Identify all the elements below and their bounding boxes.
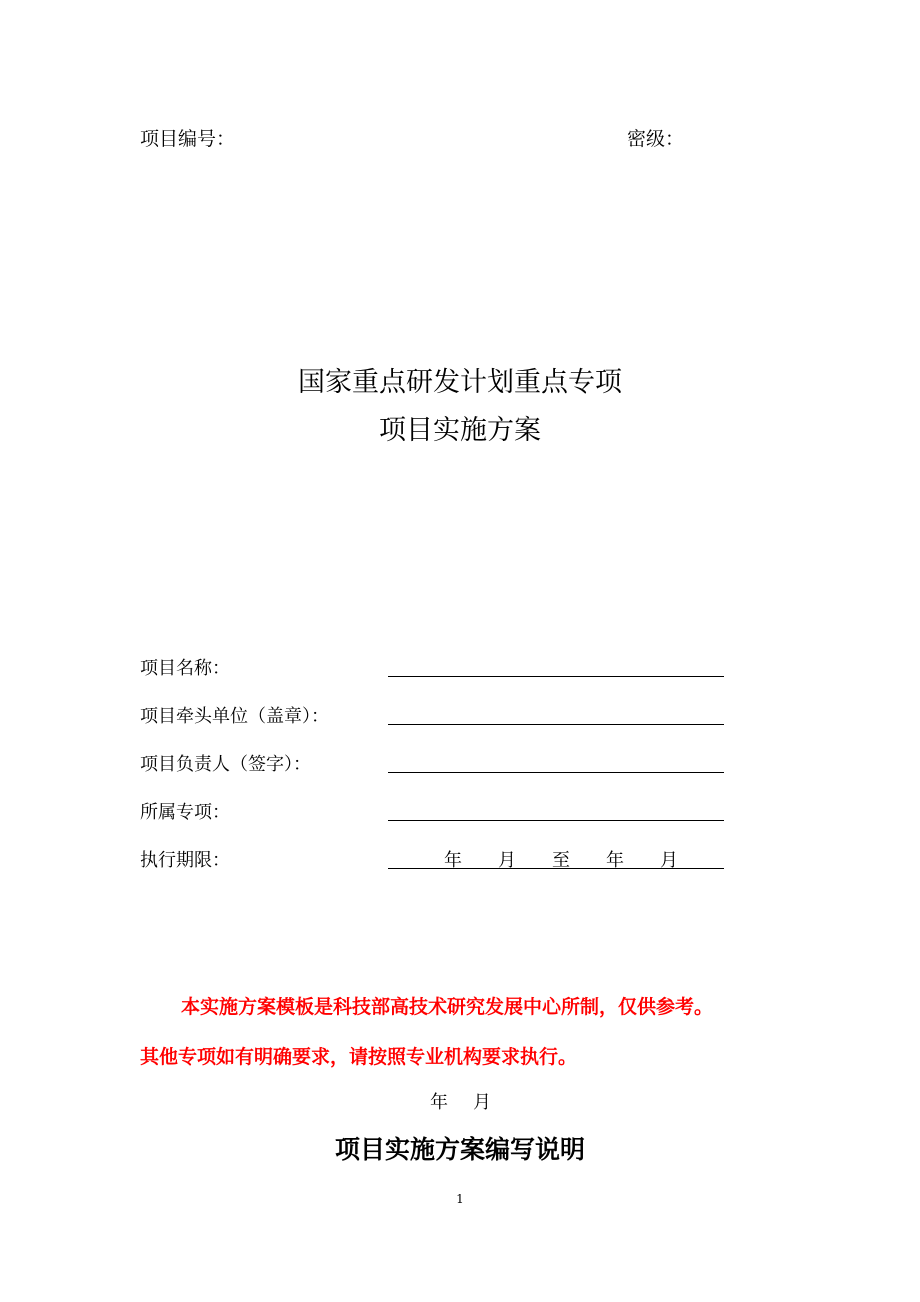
period-year-start: 年 <box>444 850 462 871</box>
field-label-project-name: 项目名称： <box>140 658 230 679</box>
document-title: 国家重点研发计划重点专项 <box>298 367 622 398</box>
special-project-line <box>388 820 724 821</box>
field-label-special-project: 所属专项： <box>140 802 230 823</box>
writing-instructions-heading: 项目实施方案编写说明 <box>334 1135 585 1164</box>
date-month: 月 <box>473 1092 491 1113</box>
template-notice-line1: 本实施方案模板是科技部高技术研究发展中心所制，仅供参考。 <box>181 996 714 1018</box>
field-label-project-leader: 项目负责人（签字）： <box>140 754 311 775</box>
execution-period-line <box>388 868 724 869</box>
project-name-line <box>388 676 724 677</box>
secret-level-label: 密级： <box>627 128 685 150</box>
page-number: 1 <box>456 1192 464 1206</box>
project-number-label: 项目编号： <box>140 128 236 150</box>
period-to: 至 <box>552 850 570 871</box>
field-label-execution-period: 执行期限： <box>140 850 230 871</box>
period-month-end: 月 <box>660 850 678 871</box>
project-leader-line <box>388 772 724 773</box>
template-notice-line2: 其他专项如有明确要求，请按照专业机构要求执行。 <box>140 1046 578 1068</box>
period-month-start: 月 <box>498 850 516 871</box>
document-subtitle: 项目实施方案 <box>379 415 541 446</box>
period-year-end: 年 <box>606 850 624 871</box>
field-label-lead-unit: 项目牵头单位（盖章）： <box>140 706 329 727</box>
date-year: 年 <box>430 1092 448 1113</box>
lead-unit-line <box>388 724 724 725</box>
